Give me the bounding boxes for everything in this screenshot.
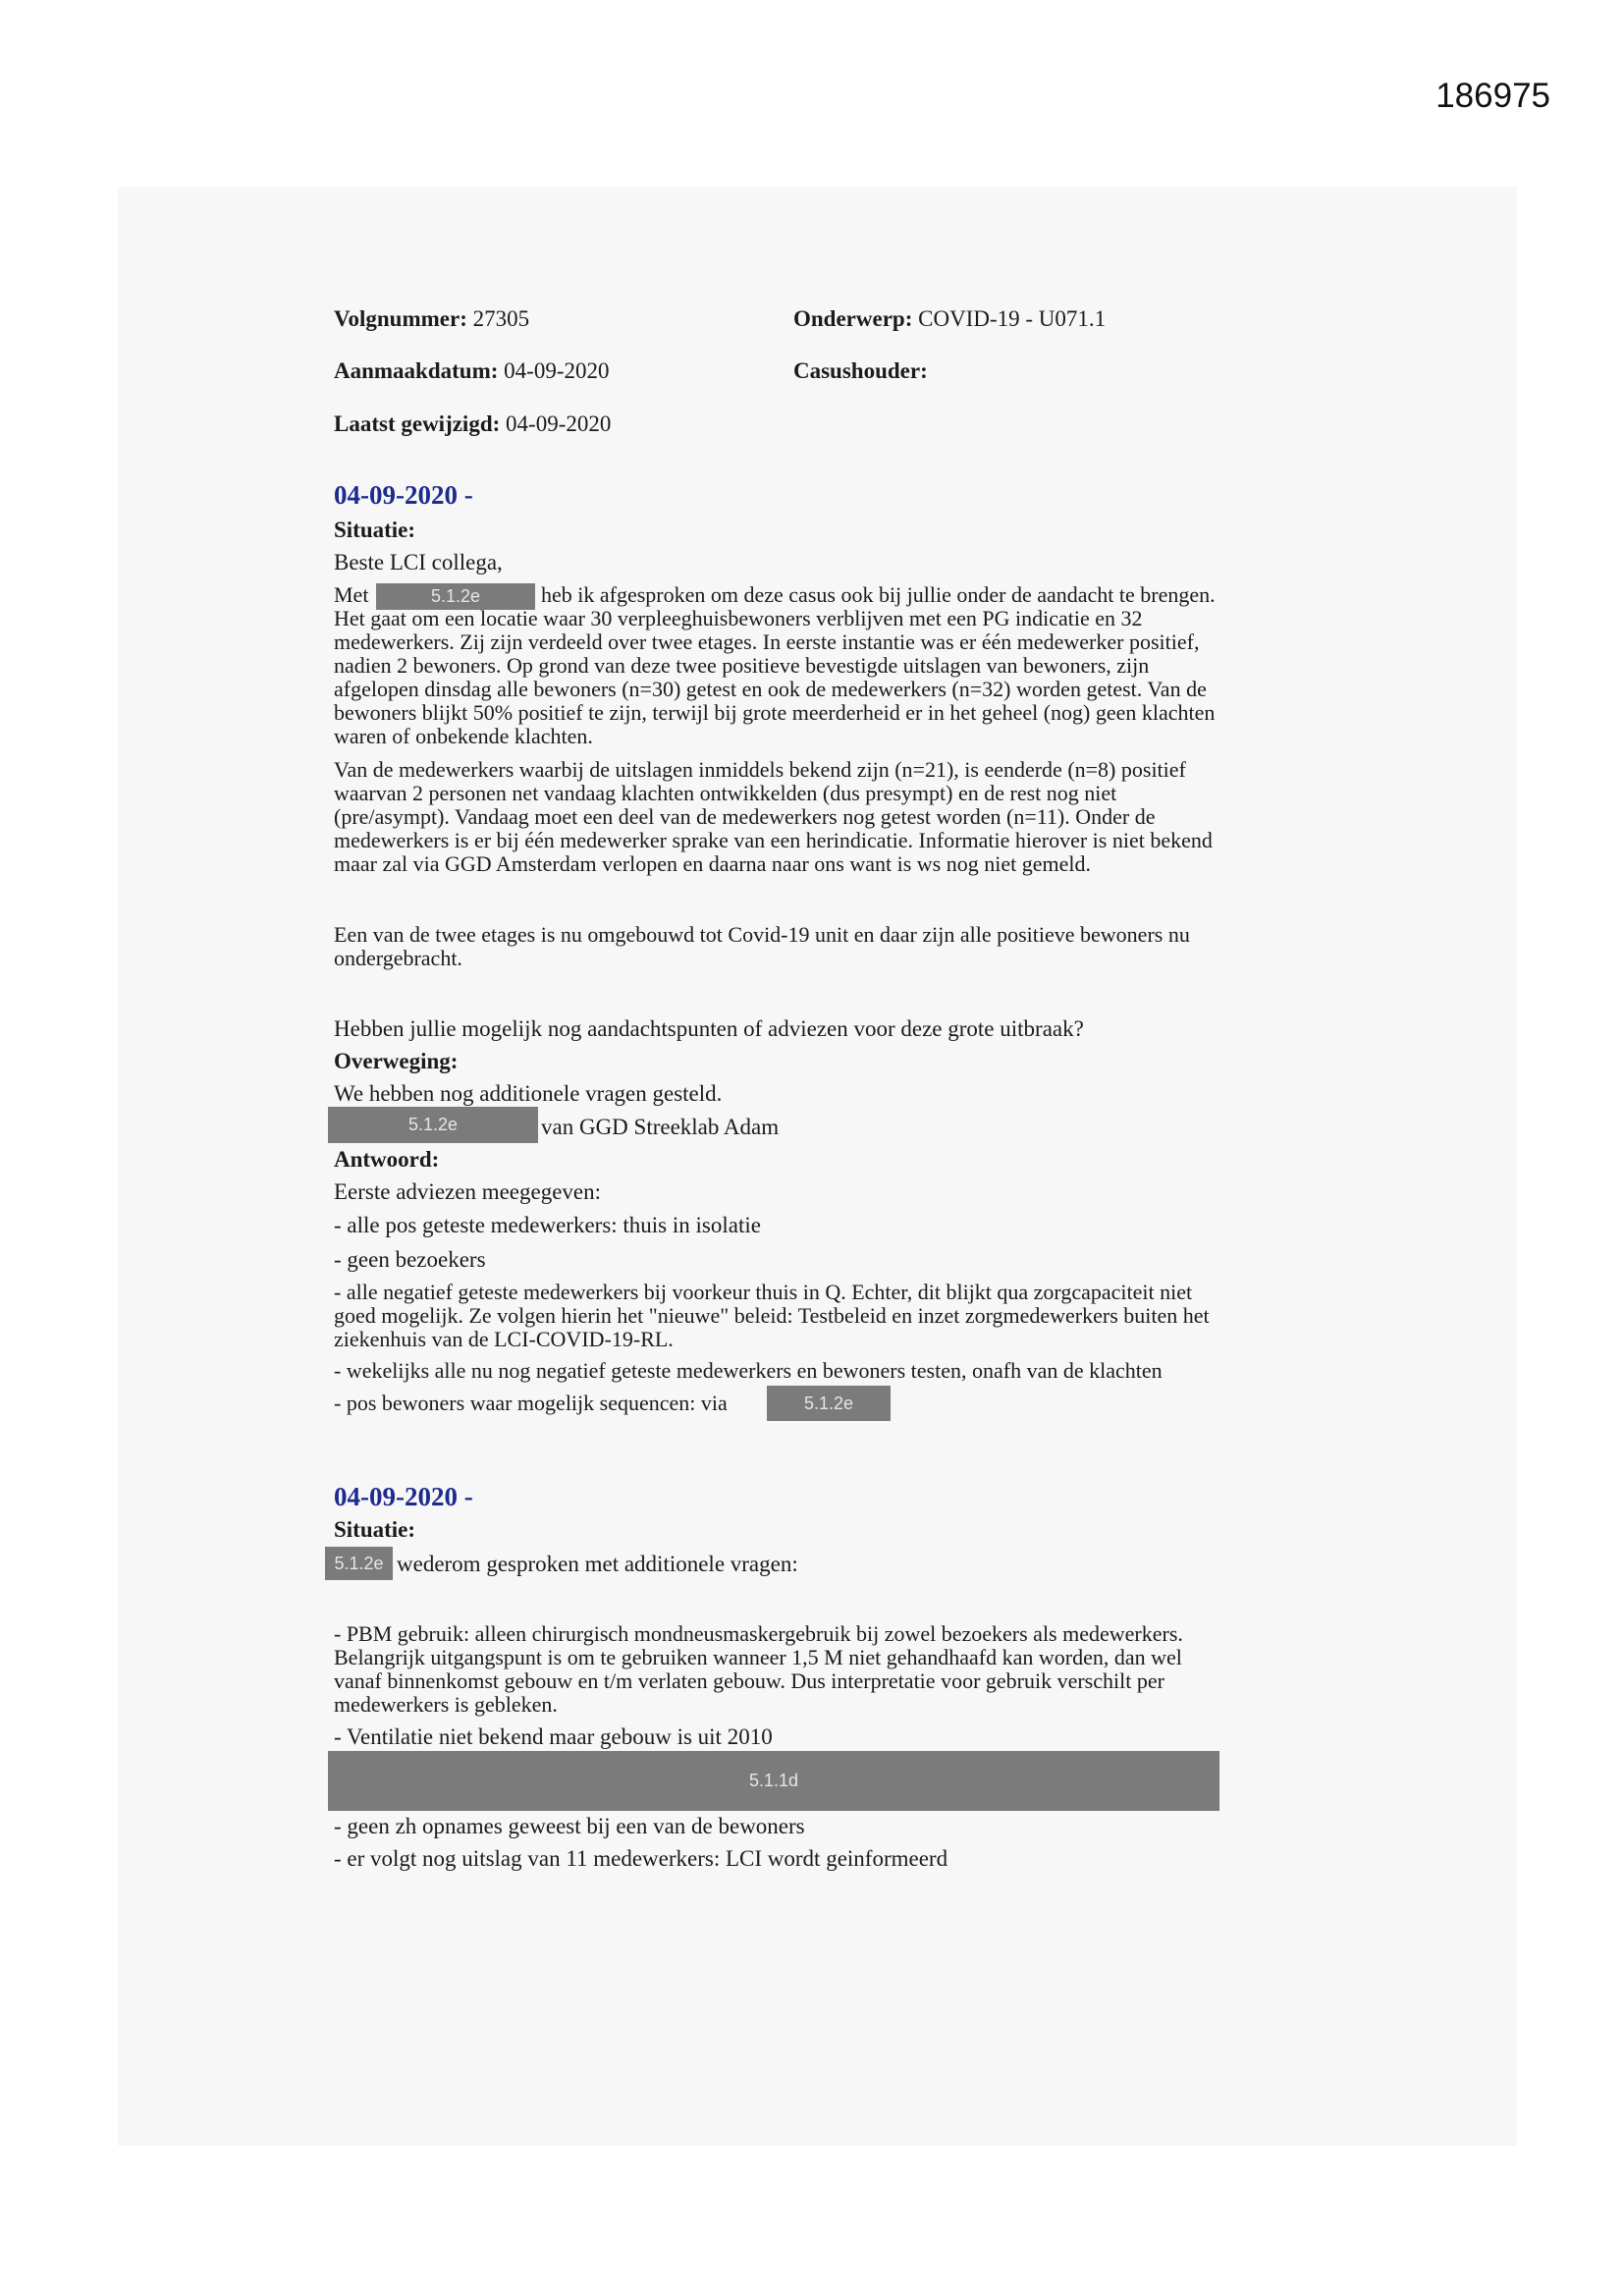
aanmaakdatum-value: 04-09-2020 [504, 358, 610, 383]
situation-paragraph [334, 607, 1215, 748]
redaction-box: 5.1.2e [328, 1107, 538, 1143]
covid-unit-paragraph [334, 923, 1190, 970]
situatie-label: Situatie: [334, 1517, 416, 1542]
intro-after-text: heb ik afgesproken om deze casus ook bij jullie onder de aandacht te brengen. [541, 582, 1216, 607]
uitslag-line: - er volgt nog uitslag van 11 medewerkers: LCI wordt geinformeerd [334, 1846, 948, 1871]
redaction-box: 5.1.1d [328, 1751, 1219, 1811]
intro-after-text: wederom gesproken met additionele vragen: [397, 1552, 798, 1576]
laatst-gewijzigd-value: 04-09-2020 [506, 411, 612, 436]
overweging-label: Overweging: [334, 1049, 459, 1073]
text-line: ziekenhuis van de LCI-COVID-19-RL. [334, 1327, 674, 1351]
text-line: medewerkers is er bij één medewerker sprake van een herindicatie. Informatie hierover is niet bekend [334, 828, 1213, 852]
onderwerp-value: COVID-19 - U071.1 [918, 306, 1107, 331]
overweging-text: We hebben nog additionele vragen gesteld. [334, 1081, 723, 1106]
ventilatie-line: - Ventilatie niet bekend maar gebouw is uit 2010 [334, 1724, 773, 1749]
advice-item: - alle pos geteste medewerkers: thuis in isolatie [334, 1213, 761, 1237]
onderwerp-field [793, 305, 1106, 333]
volgnummer-label: Volgnummer: [334, 306, 467, 331]
opnames-line: - geen zh opnames geweest bij een van de bewoners [334, 1814, 805, 1838]
advice-item: - wekelijks alle nu nog negatief geteste medewerkers en bewoners testen, onafh van de klachten [334, 1358, 1163, 1383]
text-line: - alle negatief geteste medewerkers bij voorkeur thuis in Q. Echter, dit blijkt qua zorgcapaciteit niet [334, 1280, 1193, 1304]
entry-date-heading: 04-09-2020 - [334, 480, 473, 510]
volgnummer-value: 27305 [472, 306, 530, 331]
greeting-line: Beste LCI collega, [334, 550, 503, 574]
situatie-label: Situatie: [334, 518, 416, 542]
text-line: bewoners blijkt 50% positief te zijn, terwijl bij grote meerderheid er in het geheel (nog) geen klachten [334, 700, 1216, 725]
advice-item: - geen bezoekers [334, 1247, 486, 1272]
intro-before-text: Met [334, 582, 369, 607]
text-line: ondergebracht. [334, 946, 462, 970]
casushouder-label: Casushouder: [793, 358, 928, 383]
text-line: goed mogelijk. Ze volgen hierin het "nieuwe" beleid: Testbeleid en inzet zorgmedewerkers buiten het [334, 1303, 1210, 1328]
overweging-source-text: van GGD Streeklab Adam [541, 1115, 780, 1139]
text-line: Van de medewerkers waarbij de uitslagen inmiddels bekend zijn (n=21), is eenderde (n=8) positief [334, 757, 1186, 782]
text-line: - PBM gebruik: alleen chirurgisch mondneusmaskergebruik bij zowel bezoekers als medewerkers. [334, 1621, 1183, 1646]
text-line: medewerkers. Zij zijn verdeeld over twee etages. In eerste instantie was er één medewerker positief, [334, 629, 1200, 654]
advice-item: - pos bewoners waar mogelijk sequencen: via [334, 1391, 728, 1415]
text-line: waren of onbekende klachten. [334, 724, 593, 748]
laatst-gewijzigd-field [334, 410, 611, 438]
question-line: Hebben jullie mogelijk nog aandachtspunten of adviezen voor deze grote uitbraak? [334, 1016, 1084, 1041]
text-line: afgelopen dinsdag alle bewoners (n=30) getest en ook de medewerkers (n=32) worden getest. Van de [334, 677, 1207, 701]
casushouder-field [793, 357, 928, 385]
volgnummer-field [334, 305, 529, 333]
laatst-gewijzigd-label: Laatst gewijzigd: [334, 411, 501, 436]
entry-date-heading: 04-09-2020 - [334, 1482, 473, 1511]
redaction-box: 5.1.2e [767, 1386, 891, 1421]
redaction-box: 5.1.2e [325, 1547, 393, 1580]
redaction-box: 5.1.2e [376, 583, 535, 610]
aanmaakdatum-field [334, 357, 610, 385]
text-line: medewerkers is gebleken. [334, 1692, 558, 1717]
pbm-paragraph [334, 1622, 1183, 1717]
document-number: 186975 [1435, 77, 1550, 115]
advice-item [334, 1281, 1210, 1351]
text-line: maar zal via GGD Amsterdam verlopen en daarna naar ons want is ws nog niet gemeld. [334, 851, 1091, 876]
aanmaakdatum-label: Aanmaakdatum: [334, 358, 499, 383]
text-line: Belangrijk uitgangspunt is om te gebruiken wanneer 1,5 M niet gehandhaafd kan worden, dan wel [334, 1645, 1182, 1669]
text-line: Een van de twee etages is nu omgebouwd tot Covid-19 unit en daar zijn alle positieve bewoners nu [334, 922, 1190, 947]
onderwerp-label: Onderwerp: [793, 306, 913, 331]
text-line: vanaf binnenkomst gebouw en t/m verlaten gebouw. Dus interpretatie voor gebruik verschilt per [334, 1668, 1164, 1693]
staff-results-paragraph [334, 758, 1213, 876]
text-line: waarvan 2 personen net vandaag klachten ontwikkelden (dus presympt) en de rest nog niet [334, 781, 1117, 805]
text-line: (pre/asympt). Vandaag moet een deel van de medewerkers nog getest worden (n=11). Onder de [334, 804, 1156, 829]
text-line: nadien 2 bewoners. Op grond van deze twee positieve bevestigde uitslagen van bewoners, zijn [334, 653, 1150, 678]
antwoord-intro: Eerste adviezen meegegeven: [334, 1179, 602, 1204]
antwoord-label: Antwoord: [334, 1147, 440, 1172]
text-line: Het gaat om een locatie waar 30 verpleeghuisbewoners verblijven met een PG indicatie en 32 [334, 606, 1143, 630]
